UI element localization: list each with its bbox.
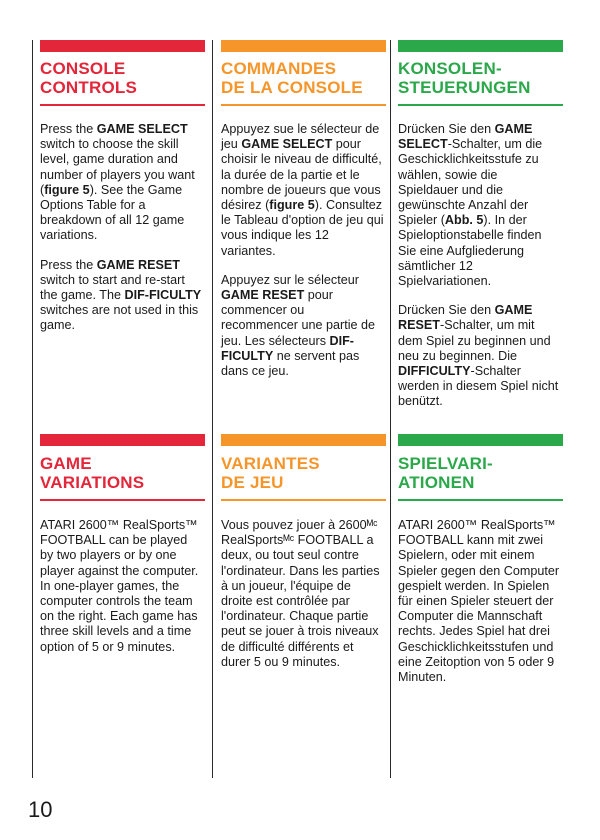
section-game-variations-de <box>398 434 563 734</box>
heading-underline <box>40 499 205 501</box>
section-body <box>40 518 203 669</box>
section-console-controls-fr <box>221 40 386 390</box>
paragraph: ATARI 2600™ RealSports™ FOOTBALL kann mit zwei Spielern, oder mit einem Spieler gegen den Computer gespielt werden. In Spielen für einen Spieler steuert der Computer die Mannschaft rechts. Jedes Spiel hat drei Geschicklichkeitsstufen und eine Zeitoption von 5 oder 9 Minuten. <box>398 518 560 685</box>
bold-term: DIF-FICULTY <box>221 333 354 363</box>
bold-term: GAME SELECT <box>96 122 188 136</box>
orange-color-bar <box>221 40 386 52</box>
heading-underline <box>221 104 386 106</box>
paragraph: Press the GAME SELECT switch to choose the skill level, game duration and number of players you want (figure 5). See the Game Options Table for a breakdown of all 12 game variations. <box>40 122 195 243</box>
bold-term: GAME RESET <box>221 288 305 303</box>
section-heading: CONSOLE CONTROLS <box>40 59 137 97</box>
paragraph: Drücken Sie den GAME RESET-Schalter, um mit dem Spiel zu beginnen und neu zu beginnen. Die DIFFICULTY-Schalter werden in diesem Spiel nicht benützt. <box>398 303 559 409</box>
section-body <box>398 122 561 424</box>
orange-color-bar <box>221 434 386 446</box>
column-divider <box>212 40 213 778</box>
section-heading: VARIANTES DE JEU <box>221 454 320 492</box>
bold-term: DIFFICULTY <box>398 364 471 379</box>
paragraph: Drücken Sie den GAME SELECT-Schalter, um die Geschicklichkeitsstufe zu wählen, sowie die Spieldauer und die gewünschte Anzahl der Spieler (Abb. 5). In der Spieloptionstabelle finden Sie eine Aufgliederung sämtlicher 12 Spielvariationen. <box>398 122 543 289</box>
section-game-variations-fr <box>221 434 386 714</box>
heading-underline <box>40 104 205 106</box>
section-body <box>40 122 203 348</box>
green-color-bar <box>398 434 563 446</box>
paragraph: Appuyez sue le sélecteur de jeu GAME SELECT pour choisir le niveau de difficulté, la durée de la partie et le nombre de joueurs que vous désirez (figure 5). Consultez le Tableau d'option de jeu qui vous indique les 12 variantes. <box>221 122 384 258</box>
heading-underline <box>398 499 563 501</box>
page-number: 10 <box>28 797 53 822</box>
column-divider <box>32 40 33 778</box>
section-console-controls-en <box>40 40 205 340</box>
heading-underline <box>398 104 563 106</box>
paragraph: ATARI 2600™ RealSports™ FOOTBALL can be played by two players or by one player against the computer. In one-player games, the computer controls the team on the right. Each game has three skill levels and a time option of 5 or 9 minutes. <box>40 518 199 654</box>
section-heading: SPIELVARI- ATIONEN <box>398 454 493 492</box>
heading-underline <box>221 499 386 501</box>
bold-term: figure 5 <box>269 198 315 213</box>
bold-term: Abb. 5 <box>444 213 484 228</box>
section-console-controls-de <box>398 40 563 410</box>
bold-term: figure 5 <box>44 182 90 197</box>
paragraph: Appuyez sur le sélecteur GAME RESET pour commencer ou recommencer une partie de jeu. Les sélecteurs DIF-FICULTY ne servent pas dans ce jeu. <box>221 272 376 379</box>
paragraph: Vous pouvez jouer à 2600ᴹᶜ RealSportsᴹᶜ FOOTBALL a deux, ou tout seul contre l'ordinateur. Dans les parties à un joueur, l'équipe de droite est contrôlée par l'ordinateur. Chaque partie peut se jouer à trois niveaux de difficulté différents et durer 5 ou 9 minutes. <box>221 518 380 669</box>
section-heading: KONSOLEN- STEUERUNGEN <box>398 59 531 97</box>
section-game-variations-en <box>40 434 205 694</box>
red-color-bar <box>40 40 205 52</box>
column-divider <box>390 40 391 778</box>
paragraph: Press the GAME RESET switch to start and re-start the game. The DIF-FICULTY switches are not used in this game. <box>40 257 202 333</box>
bold-term: GAME SELECT <box>241 137 333 152</box>
section-body <box>398 518 561 699</box>
bold-term: GAME RESET <box>96 257 180 272</box>
green-color-bar <box>398 40 563 52</box>
section-body <box>221 518 384 684</box>
red-color-bar <box>40 434 205 446</box>
section-body <box>221 122 384 393</box>
bold-term: GAME SELECT <box>398 122 533 152</box>
section-heading: COMMANDES DE LA CONSOLE <box>221 59 363 97</box>
section-heading: GAME VARIATIONS <box>40 454 145 492</box>
bold-term: DIF-FICULTY <box>124 288 202 303</box>
bold-term: GAME RESET <box>398 303 533 333</box>
